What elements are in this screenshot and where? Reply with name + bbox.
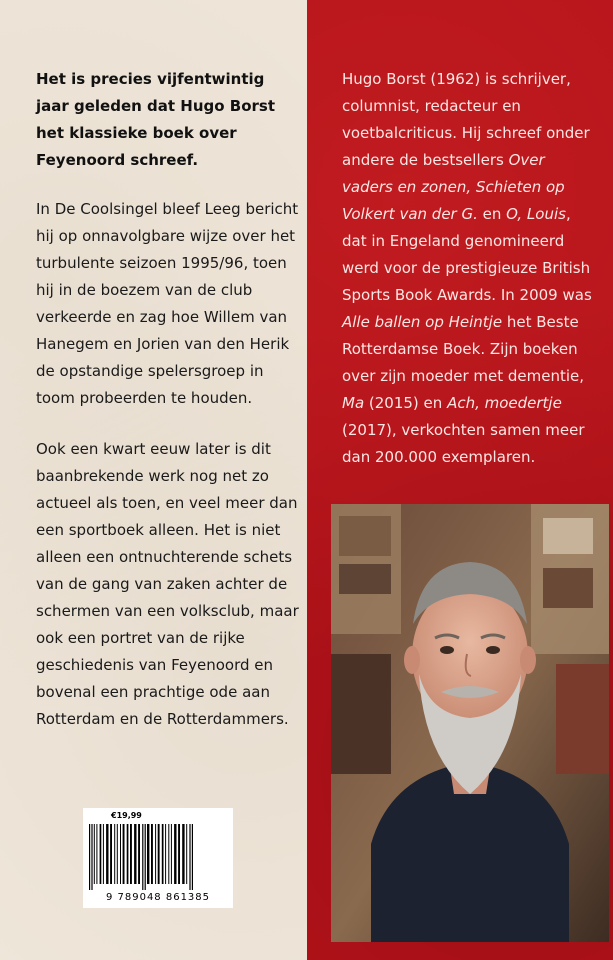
barcode-bars	[83, 824, 233, 890]
description-paragraph-2: Ook een kwart eeuw later is dit baanbrekende werk nog net zo actueel als toen, en veel meer dan een sportboek alleen. Het is niet alleen een ontnuchterende schets van de gang van zaken achter de schermen van een volksclub, maar ook een portret van de rijke geschiedenis van Feyenoord en bovenal een prachtige ode aan Rotterdam en de Rotterdammers.	[36, 440, 299, 728]
bio-text: en	[477, 205, 507, 223]
book-title: O, Louis	[506, 205, 566, 223]
bio-text: (2015) en	[364, 394, 448, 412]
price-label: €19,99	[111, 811, 142, 820]
author-bio	[342, 66, 600, 471]
book-title: Ach, moedertje	[447, 394, 562, 412]
book-title: Schieten op Volkert van der G.	[342, 178, 565, 223]
book-title: Ma	[342, 394, 365, 412]
bio-text: het Beste Rotterdamse Boek. Zijn boeken over zijn moeder met dementie,	[342, 313, 585, 385]
book-title: Over vaders en zonen	[342, 151, 545, 196]
author-photo	[331, 504, 609, 942]
book-title: Alle ballen op Heintje	[342, 313, 503, 331]
bio-text: , dat in Engeland genomineerd werd voor de prestigieuze British Sports Book Awards. In 2009 was	[342, 205, 592, 304]
book-title-separator: ,	[466, 178, 476, 196]
isbn-number: 9 789048 861385	[105, 892, 211, 903]
bio-text: Hugo Borst (1962) is schrijver, columnist, redacteur en voetbalcriticus. Hij schreef onder andere de bestsellers	[342, 70, 590, 169]
barcode-label	[83, 808, 233, 908]
description-paragraph-1: In De Coolsingel bleef Leeg bericht hij op onnavolgbare wijze over het turbulente seizoen 1995/96, toen hij in de boezem van de club verkeerde en zag hoe Willem van Hanegem en Jorien van den Herik de opstandige spelersgroep in toom probeerden te houden.	[36, 200, 299, 407]
bio-text: (2017), verkochten samen meer dan 200.000 exemplaren.	[342, 421, 585, 466]
intro-heading: Het is precies vijfentwintig jaar geleden dat Hugo Borst het klassieke boek over Feyenoord schreef.	[36, 70, 276, 169]
